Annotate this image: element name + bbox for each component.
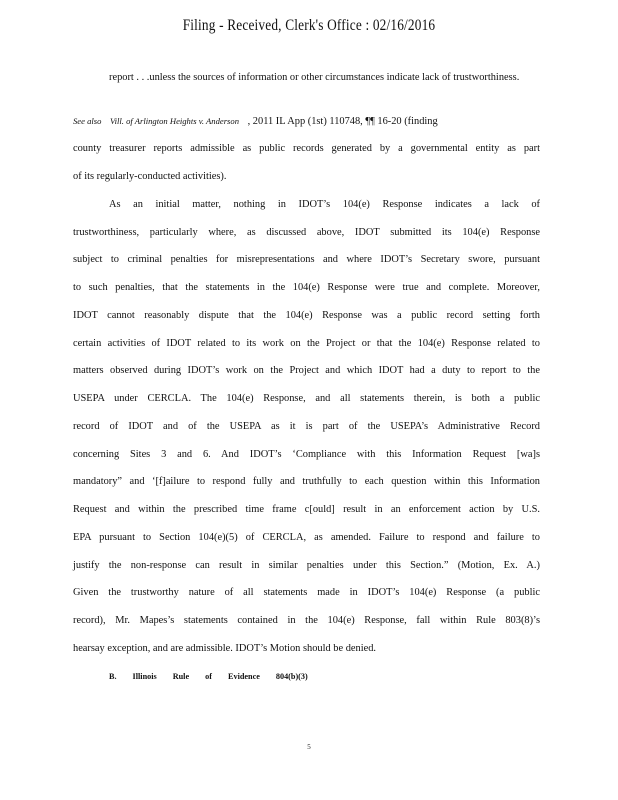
body-line: subject to criminal penalties for misrepresentations and where IDOT’s Secretary swore, pursuant (73, 254, 540, 265)
body-line: concerning Sites 3 and 6. And IDOT’s ‘Compliance with this Information Request [wa]s (73, 449, 540, 460)
body-line: of its regularly-conducted activities). (73, 171, 227, 182)
filing-stamp-header: Filing - Received, Clerk's Office : 02/16/2016 (182, 17, 436, 34)
section-heading: B. Illinois Rule of Evidence 804(b)(3) (109, 672, 308, 681)
body-line: record of IDOT and of the USEPA as it is part of the USEPA’s Administrative Record (73, 421, 540, 432)
body-line: Request and within the prescribed time frame c[ould] result in an enforcement action by U.S. (73, 504, 540, 515)
body-line: IDOT cannot reasonably dispute that the 104(e) Response was a public record setting forth (73, 310, 540, 321)
body-line: matters observed during IDOT’s work on the Project and which IDOT had a duty to report to the (73, 365, 540, 376)
body-line: Given the trustworthy nature of all statements made in IDOT’s 104(e) Response (a public (73, 587, 540, 598)
citation-case-name: Vill. of Arlington Heights v. Anderson (110, 116, 239, 126)
body-line: mandatory” and ‘[f]ailure to respond fully and truthfully to each question within this Information (73, 476, 540, 487)
body-line: trustworthiness, particularly where, as discussed above, IDOT submitted its 104(e) Response (73, 227, 540, 238)
body-line: justify the non-response can result in similar penalties under this Section.” (Motion, Ex. A.) (73, 560, 540, 571)
body-line: EPA pursuant to Section 104(e)(5) of CERCLA, as amended. Failure to respond and failure to (73, 532, 540, 543)
block-quote: report . . .unless the sources of information or other circumstances indicate lack of trustworthiness. (109, 72, 520, 83)
body-line: to such penalties, that the statements in the 104(e) Response were true and complete. Moreover, (73, 282, 540, 293)
body-line: certain activities of IDOT related to its work on the Project or that the 104(e) Response related to (73, 338, 540, 349)
body-line: county treasurer reports admissible as public records generated by a governmental entity as part (73, 143, 540, 154)
page-number: 5 (307, 743, 311, 751)
citation-text: , 2011 IL App (1st) 110748, ¶¶ 16-20 (finding (247, 116, 438, 127)
citation-signal: See also (73, 116, 102, 126)
body-line: USEPA under CERCLA. The 104(e) Response, and all statements therein, is both a public (73, 393, 540, 404)
body-line: record), Mr. Mapes’s statements contained in the 104(e) Response, fall within Rule 803(8)’s (73, 615, 540, 626)
citation-line (73, 116, 438, 127)
body-line: As an initial matter, nothing in IDOT’s 104(e) Response indicates a lack of (109, 199, 540, 210)
body-line: hearsay exception, and are admissible. IDOT’s Motion should be denied. (73, 643, 376, 654)
